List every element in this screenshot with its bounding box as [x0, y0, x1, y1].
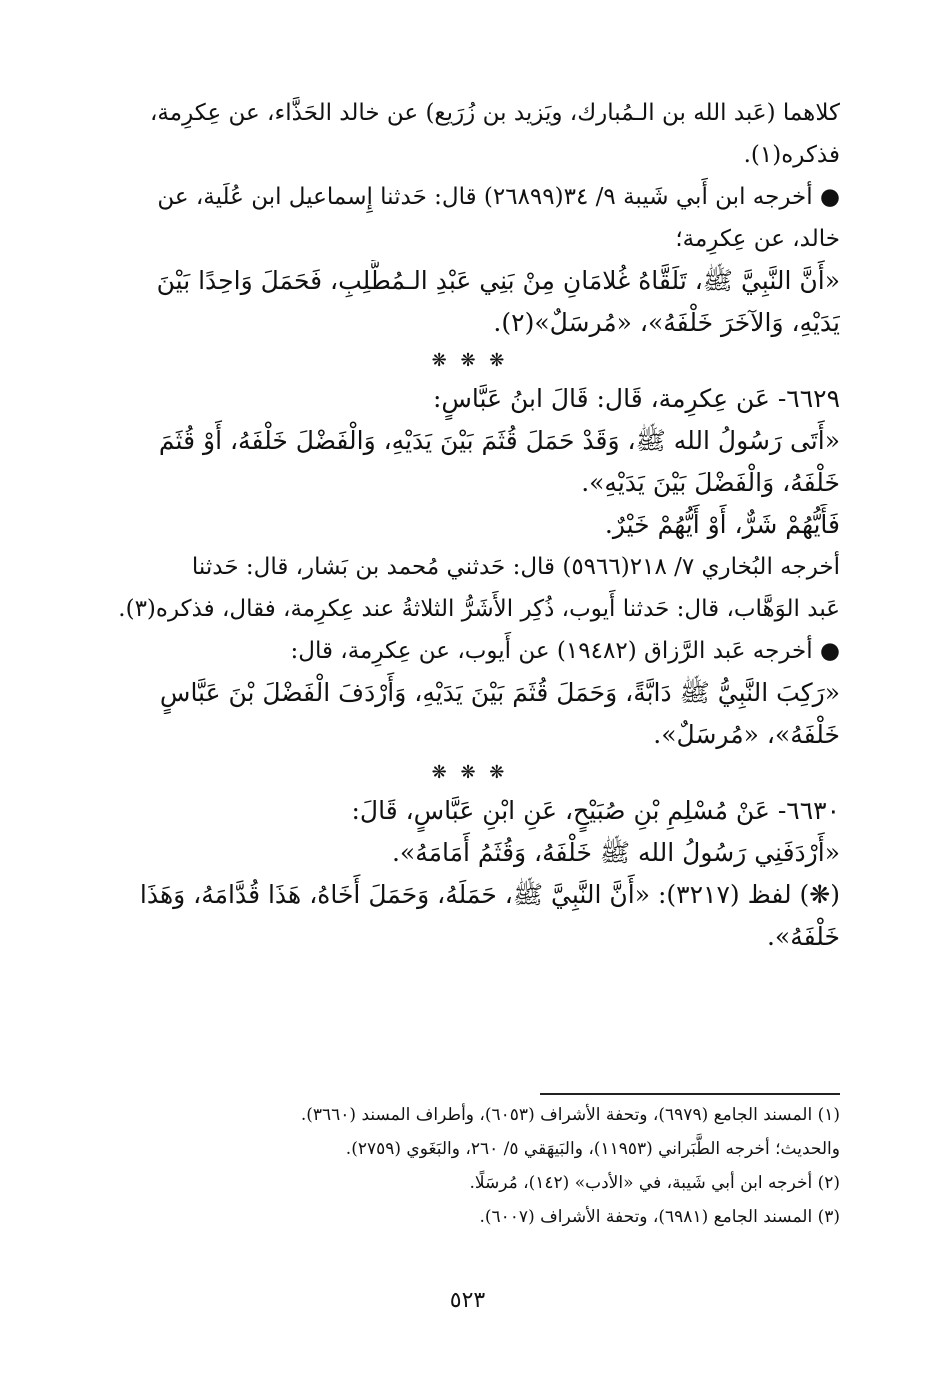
- hadith-line: فَأَيُّهُمْ شَرٌّ، أَوْ أَيُّهُمْ خَيْرٌ.: [604, 510, 840, 539]
- footnotes: [100, 1098, 840, 1234]
- footnote: (١) المسند الجامع (٦٩٧٩)، وتحفة الأشراف (٦٠٥٣)، وأطراف المسند (٣٦٦٠).: [300, 1105, 840, 1125]
- footnote-divider: [540, 1093, 840, 1095]
- footnote: (٢) أخرجه ابن أبي شَيبة، في «الأدب» (١٤٢)، مُرسَلًا.: [469, 1173, 840, 1193]
- footnote: (٣) المسند الجامع (٦٩٨١)، وتحفة الأشراف (٦٠٠٧).: [479, 1207, 840, 1227]
- text-line: خالد، عن عِكرِمة؛: [675, 226, 840, 252]
- text-line: ● أخرجه ابن أَبي شَيبة ٩/ ٣٤(٢٦٨٩٩) قال: حَدثنا إِسماعيل ابن عُلَية، عن: [157, 184, 840, 210]
- hadith-line: خَلْفَهُ، وَالْفَضْلَ بَيْنَ يَدَيْهِ».: [581, 468, 840, 497]
- hadith-line: يَدَيْهِ، وَالآخَرَ خَلْفَهُ»، «مُرسَلٌ»(٢).: [493, 308, 840, 337]
- hadith-line: «أَرْدَفَنِي رَسُولُ الله ﷺ خَلْفَهُ، وَقُثَمُ أَمَامَهُ».: [391, 838, 840, 867]
- section-separator: ❋ ❋ ❋: [431, 762, 509, 783]
- text-line: ● أخرجه عَبد الرَّزاق (١٩٤٨٢) عن أَيوب، عن عِكرِمة، قال:: [290, 638, 840, 664]
- text-line: فذكره(١).: [743, 142, 840, 168]
- hadith-line: «أَنَّ النَّبِيَّ ﷺ، تَلَقَّاهُ غُلامَانِ مِنْ بَنِي عَبْدِ الـمُطَّلِبِ، فَحَمَلَ وَاحِدًا بَيْنَ: [156, 266, 840, 295]
- hadith-line: «أَتَى رَسُولُ الله ﷺ، وَقَدْ حَمَلَ قُثَمَ بَيْنَ يَدَيْهِ، وَالْفَضْلَ خَلْفَهُ، أَوْ قُثَمَ: [158, 426, 840, 455]
- page-number: ٥٢٣: [449, 1288, 486, 1313]
- text-line: أخرجه البُخاري ٧/ ٢١٨(٥٩٦٦) قال: حَدثني مُحمد بن بَشار، قال: حَدثنا: [191, 554, 840, 580]
- text-line: كلاهما (عَبد الله بن الـمُبارك، ويَزيد بن زُرَيع) عن خالد الحَذَّاء، عن عِكرِمة،: [150, 100, 840, 126]
- page-body: [100, 92, 840, 958]
- section-separator: ❋ ❋ ❋: [431, 350, 509, 371]
- hadith-line: (❋) لفظ (٣٢١٧): «أَنَّ النَّبِيَّ ﷺ، حَمَلَهُ، وَحَمَلَ أَخَاهُ، هَذَا قُدَّامَهُ، وَهَذَا: [139, 880, 840, 909]
- text-line: عَبد الوَهَّاب، قال: حَدثنا أَيوب، ذُكِر الأَشَرُّ الثلاثةُ عند عِكرِمة، فقال، فذكره(٣).: [118, 596, 840, 622]
- hadith-heading: ٦٦٣٠- عَنْ مُسْلِمِ بْنِ صُبَيْحٍ، عَنِ ابْنِ عَبَّاسٍ، قَالَ:: [351, 796, 840, 825]
- hadith-line: «رَكِبَ النَّبِيُّ ﷺ دَابَّةً، وَحَمَلَ قُثَمَ بَيْنَ يَدَيْهِ، وَأَرْدَفَ الْفَضْلَ بْنَ عَبَّاسٍ: [159, 678, 840, 707]
- footnote: والحديث؛ أخرجه الطَّبَراني (١١٩٥٣)، والبَيهَقي ٥/ ٢٦٠، والبَغَوي (٢٧٥٩).: [345, 1139, 840, 1159]
- hadith-heading: ٦٦٢٩- عَن عِكرِمة، قَال: قَالَ ابنُ عَبَّاسٍ:: [432, 384, 840, 413]
- hadith-line: خَلْفَهُ»، «مُرسَلٌ».: [653, 720, 840, 749]
- hadith-line: خَلْفَهُ».: [766, 922, 840, 951]
